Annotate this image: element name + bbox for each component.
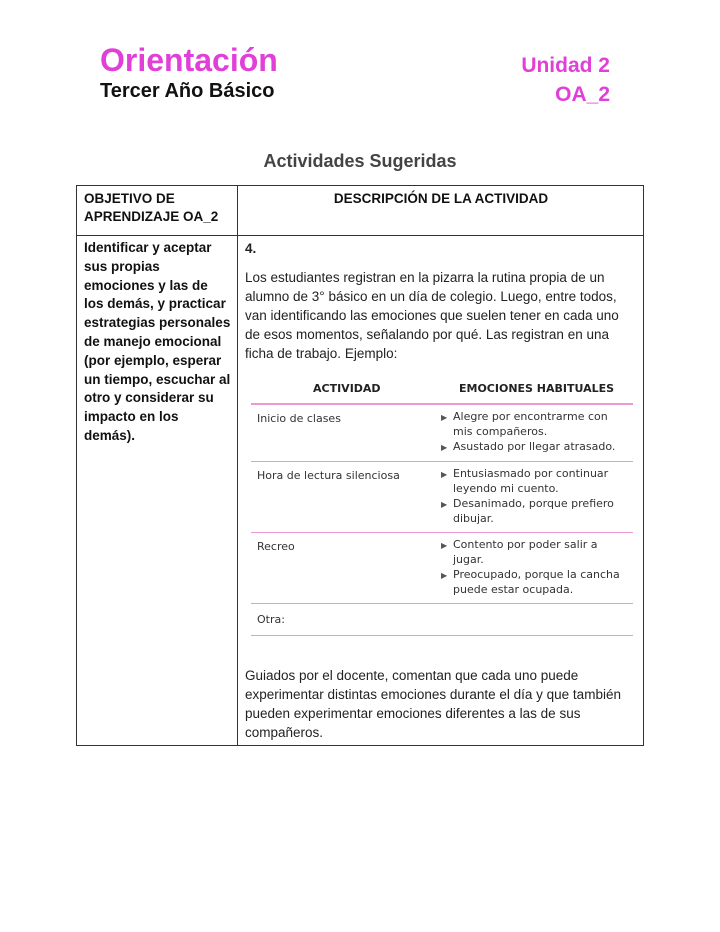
figure-emotions	[441, 466, 633, 526]
objective-cell: Identificar y aceptar sus propias emociones y las de los demás, y practicar estrategias personales de manejo emocional (por ejemplo, esperar un tiempo, escuchar al otro y considerar su impacto en los demás).	[77, 236, 238, 746]
emotions-figure	[251, 377, 633, 636]
figure-activity: Inicio de clases	[257, 412, 341, 425]
emotion-item: ▶ Preocupado, porque la cancha puede estar ocupada.	[441, 568, 620, 596]
figure-activity: Hora de lectura silenciosa	[257, 469, 400, 482]
figure-emotions	[441, 537, 633, 597]
figure-row	[251, 405, 633, 462]
figure-emotions	[441, 409, 633, 455]
grade-subtitle: Tercer Año Básico	[100, 80, 275, 102]
triangle-right-icon: ▶	[441, 500, 448, 509]
emotion-item: ▶ Desanimado, porque prefiero dibujar.	[441, 497, 614, 525]
header-left	[100, 42, 278, 103]
activity-closing: Guiados por el docente, comentan que cada uno puede experimentar distintas emociones durante el día y que también pueden experimentar emociones diferentes a las de sus compañeros.	[245, 668, 621, 740]
activity-intro: Los estudiantes registran en la pizarra la rutina propia de un alumno de 3° básico en un día de colegio. Luego, entre todos, van identificando las emociones que suelen tener en cada uno de esos momentos, señalando por qué. Las registran en una ficha de trabajo. Ejemplo:	[245, 270, 619, 361]
triangle-right-icon: ▶	[441, 470, 448, 479]
subject-title: Orientación	[100, 42, 278, 78]
description-column-header: DESCRIPCIÓN DE LA ACTIVIDAD	[238, 186, 644, 236]
emotion-item: ▶ Contento por poder salir a jugar.	[441, 538, 598, 566]
figure-other-label: Otra:	[257, 613, 285, 626]
objective-column-header: OBJETIVO DE APRENDIZAJE OA_2	[77, 186, 238, 236]
figure-row	[251, 462, 633, 533]
triangle-right-icon: ▶	[441, 541, 448, 550]
triangle-right-icon: ▶	[441, 443, 448, 452]
oa-label: OA_2	[555, 83, 610, 106]
emotion-item: ▶ Alegre por encontrarme con mis compañeros.	[441, 410, 608, 438]
triangle-right-icon: ▶	[441, 571, 448, 580]
unit-label: Unidad 2	[521, 54, 610, 77]
figure-activity: Recreo	[257, 540, 295, 553]
header-right	[521, 53, 610, 108]
section-title: Actividades Sugeridas	[263, 151, 457, 171]
description-cell	[238, 236, 644, 746]
activity-number: 4.	[245, 241, 257, 256]
table-header-row	[77, 186, 644, 236]
figure-emotions-header: EMOCIONES HABITUALES	[459, 382, 615, 395]
table-row	[77, 236, 644, 746]
figure-activity-header: ACTIVIDAD	[313, 382, 381, 395]
figure-row	[251, 533, 633, 604]
emotion-item: ▶ Entusiasmado por continuar leyendo mi cuento.	[441, 467, 609, 495]
figure-row-other	[251, 604, 633, 636]
emotion-item: ▶ Asustado por llegar atrasado.	[441, 440, 616, 453]
triangle-right-icon: ▶	[441, 413, 448, 422]
activity-table	[76, 185, 644, 746]
figure-header	[251, 377, 633, 405]
